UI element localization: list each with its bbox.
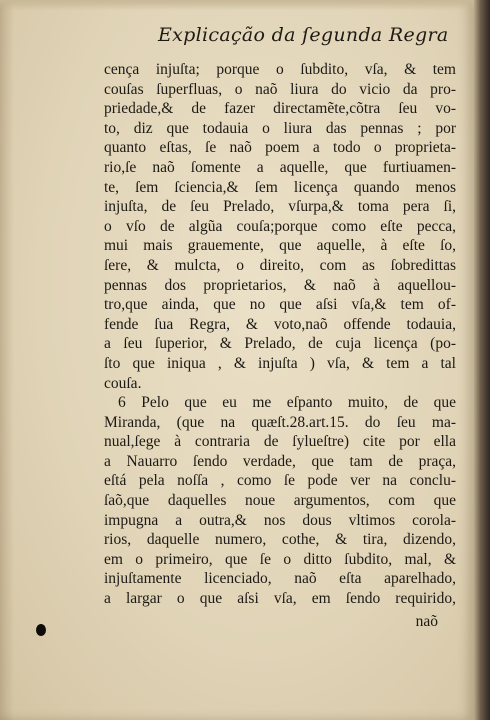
book-edge — [474, 0, 490, 720]
running-head: Explicação da ſegunda Regra — [158, 24, 449, 46]
text-line: ſere, & mulcta, o direito, com as ſobredittas — [104, 256, 456, 274]
text-line: couſas ſuperfluas, o naõ liura do vicio da pro- — [104, 80, 456, 98]
text-line: impugna a outra,& nos dous vltimos corola- — [104, 511, 456, 529]
text-line: te, ſem ſciencia,& ſem licença quando menos — [104, 178, 456, 196]
paragraph-start-line: 6 Pelo que eu me eſpanto muito, de que — [118, 394, 456, 412]
text-line: fende ſua Regra, & voto,naõ offende todauia, — [104, 315, 456, 333]
text-line: eſtá pela noſſa , como ſe pode ver na conclu- — [104, 472, 456, 490]
text-line: a Nauarro ſendo verdade, que tam de praça, — [104, 452, 456, 470]
text-line: ſto que iniqua , & injuſta ) vſa, & tem a tal — [104, 354, 456, 372]
catchword: naõ — [415, 613, 438, 630]
text-line: a ſeu ſuperior, & Prelado, de cuja licença (po- — [104, 335, 456, 353]
text-line: priedade,& de fazer directamẽte,cõtra ſeu vo- — [104, 100, 456, 118]
text-line: rio,ſe naõ ſomente a aquelle, que furtiuamen- — [104, 158, 456, 176]
text-line: rios, daquelle numero, cothe, & tira, dizendo, — [104, 531, 456, 549]
text-line: ſaõ,que daquelles noue argumentos, com que — [104, 492, 456, 510]
text-line: a largar o que aſsi vſa, em ſendo requirido, — [104, 590, 456, 608]
text-line: injuſta, de ſeu Prelado, vſurpa,& toma pera ſi, — [104, 198, 456, 216]
text-line: nual,ſege à contraria de ſylueſtre) cite por ella — [104, 433, 456, 451]
text-line: to, diz que todauia o liura das pennas ; por — [104, 119, 456, 137]
text-line: Miranda, (que na quæſt.28.art.15. do ſeu ma- — [104, 413, 456, 431]
body-text — [104, 60, 456, 609]
ink-blot — [36, 624, 46, 636]
text-line: quanto eſtas, ſe naõ poem a todo o proprieta- — [104, 139, 456, 157]
text-line: em o primeiro, que ſe o ditto ſubdito, mal, & — [104, 550, 456, 568]
gutter-shadow — [0, 0, 14, 720]
text-line: o vſo de algũa couſa;porque como eſte pecca, — [104, 217, 456, 235]
text-line: couſa. — [104, 374, 142, 392]
text-line: cença injuſta; porque o ſubdito, vſa, & tem — [104, 61, 456, 78]
page-top-edge — [0, 0, 474, 10]
text-line: pennas dos proprietarios, & naõ à aquellou- — [104, 276, 456, 294]
text-line: injuſtamente licenciado, naõ eſta aparelhado, — [104, 570, 456, 588]
text-line: mui mais grauemente, que aquelle, à eſte ſo, — [104, 237, 456, 255]
text-line: tro,que ainda, que no que aſsi vſa,& tem of- — [104, 296, 456, 314]
